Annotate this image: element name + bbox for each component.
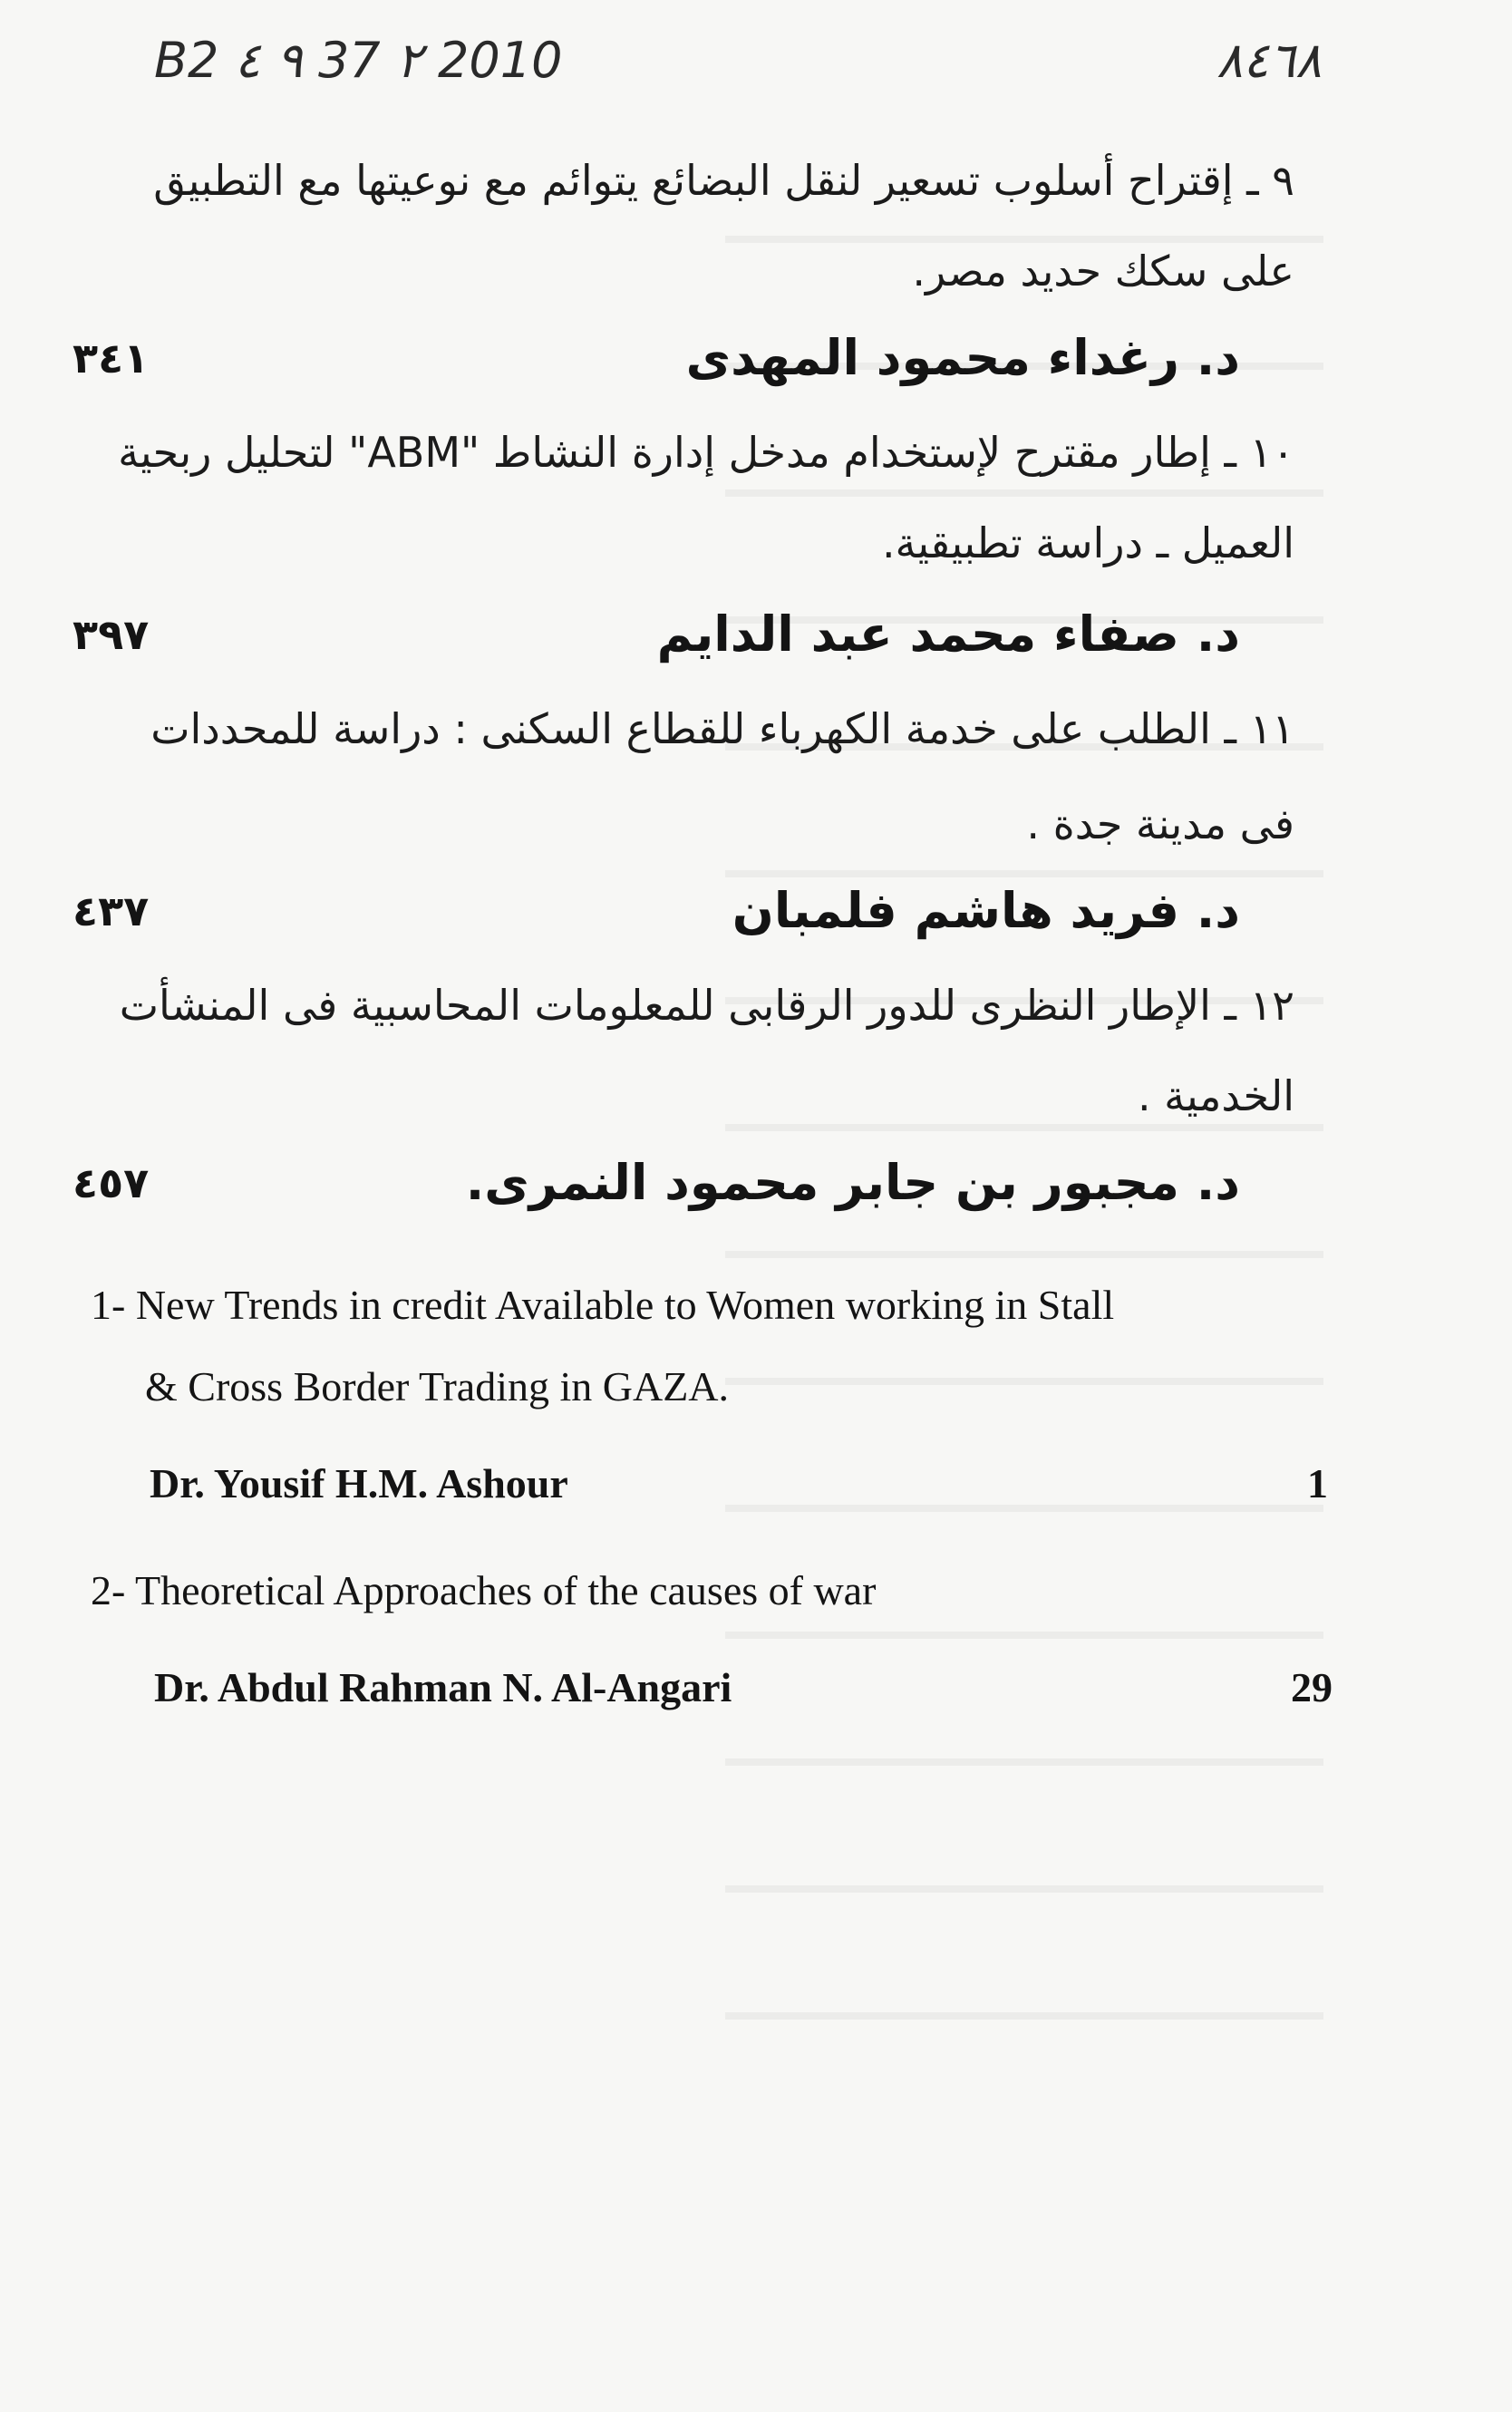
arabic-entry-continuation: العميل ـ دراسة تطبيقية. <box>881 518 1294 567</box>
arabic-entry-title: ١٢ ـ الإطار النظرى للدور الرقابى للمعلومات المحاسبية فى المنشأت <box>119 981 1294 1030</box>
english-entry-title <box>91 1264 1269 1428</box>
english-entry <box>91 1550 1269 1632</box>
english-entry-page: 1 <box>1307 1460 1328 1506</box>
arabic-entry-title: ٩ ـ إقتراح أسلوب تسعير لنقل البضائع يتوائم مع نوعيتها مع التطبيق <box>153 156 1294 205</box>
english-entry-author: Dr. Abdul Rahman N. Al-Angari <box>154 1664 732 1710</box>
english-entry-title <box>91 1550 1269 1632</box>
arabic-entry-continuation: الخدمية . <box>1137 1071 1294 1120</box>
arabic-entry-author: د. فريد هاشم فلمبان <box>732 882 1240 939</box>
arabic-entry-title: ١٠ ـ إطار مقترح لإستخدام مدخل إدارة النشاط "ABM" لتحليل ربحية <box>118 428 1294 477</box>
arabic-entry-title: ١١ ـ الطلب على خدمة الكهرباء للقطاع السكنى : دراسة للمحددات <box>150 704 1294 753</box>
english-entry-title-line: 1- New Trends in credit Available to Women working in Stall <box>91 1282 1115 1328</box>
arabic-entry-author: د. رغداء محمود المهدى <box>685 329 1240 386</box>
english-entry-page: 29 <box>1291 1664 1333 1710</box>
arabic-entry-page: ٣٩٧ <box>73 610 150 659</box>
arabic-entry-page: ٤٥٧ <box>73 1158 150 1207</box>
handwritten-note-left: B2 ٩ ٤ 37 ٢ 2010 <box>154 32 563 89</box>
arabic-entry-continuation: فى مدينة جدة . <box>1026 799 1294 848</box>
english-entry-author-row <box>150 1459 1328 1514</box>
arabic-entry-author: د. صفاء محمد عبد الدايم <box>656 605 1240 663</box>
arabic-entry-continuation: على سكك حديد مصر. <box>912 247 1294 295</box>
english-entry-title-line: & Cross Border Trading in GAZA. <box>145 1363 730 1409</box>
english-entry-author-row <box>154 1663 1333 1718</box>
arabic-entry-author: د. مجبور بن جابر محمود النمرى. <box>465 1154 1240 1211</box>
english-entry-title-line: 2- Theoretical Approaches of the causes of war <box>91 1567 877 1613</box>
english-entry <box>91 1264 1269 1428</box>
arabic-entry-page: ٤٣٧ <box>73 886 150 935</box>
handwritten-note-right: ٨٤٦٨ <box>1216 32 1322 89</box>
english-entry-author: Dr. Yousif H.M. Ashour <box>150 1460 568 1506</box>
arabic-entry-page: ٣٤١ <box>73 334 150 383</box>
